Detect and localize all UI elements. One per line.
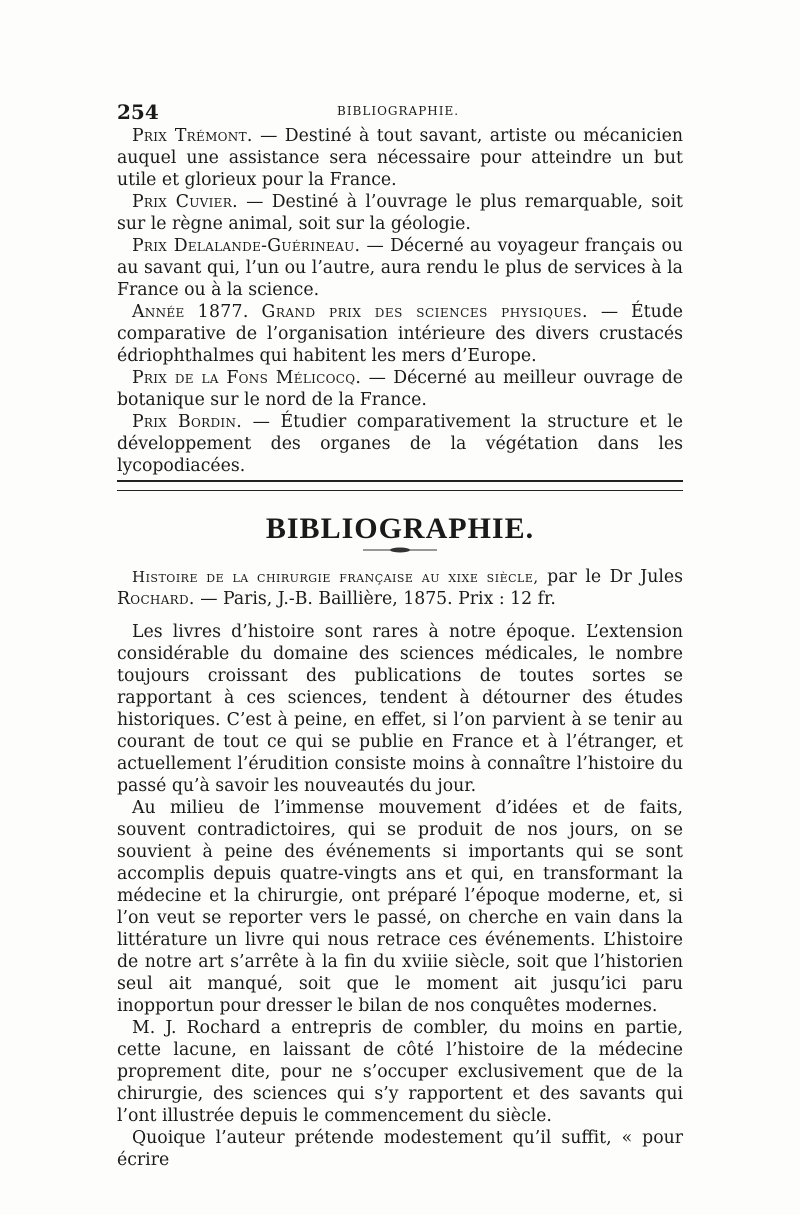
- book-review: [117, 566, 683, 1171]
- book-author: Rochard.: [117, 589, 195, 609]
- review-paragraph: M. J. Rochard a entrepris de combler, du moins en partie, cette lacune, en laissant de côté l’histoire de la médecine proprement dite, pour ne s’occuper exclusivement que de la chirurgie, des sciences qui s’y rapportent et des savants qui l’ont illustrée depuis le commencement du siècle.: [117, 1018, 683, 1126]
- review-paragraph: Les livres d’histoire sont rares à notre époque. L’extension considérable du domaine des sciences médicales, le nombre toujours croissant des publications de toutes sortes se rapportant à ces sciences, tendent à détourner des études historiques. C’est à peine, en effet, si l’on parvient à se tenir au courant de tout ce qui se publie en France et à l’étranger, et actuellement l’érudition consiste moins à connaître l’histoire du passé qu’à savoir les nouveautés du jour.: [117, 622, 683, 796]
- prize-text: — Destiné à tout savant, artiste ou mécanicien auquel une assistance sera nécessaire pour atteindre un but utile et glorieux pour la France.: [117, 126, 683, 190]
- book-publication: — Paris, J.-B. Baillière, 1875. Prix : 12 fr.: [194, 589, 556, 609]
- review-body: [117, 621, 683, 1171]
- review-paragraph: Au milieu de l’immense mouvement d’idées et de faits, souvent contradictoires, qui se produit de nos jours, on se souvient à peine des événements si importants qui se sont accomplis depuis quatre-vingts ans et qui, en transformant la médecine et la chirurgie, ont préparé l’époque moderne, et, si l’on veut se reporter vers le passé, on cherche en vain dans la littérature un livre qui nous retrace ces événements. L’histoire de notre art s’arrête à la fin du xviiie siècle, soit que l’historien seul ait manqué, soit que le moment ait jusqu’ici paru inopportun pour dresser le bilan de nos conquêtes modernes.: [117, 798, 683, 1016]
- page-number: 254: [117, 100, 159, 124]
- prize-entry: [117, 301, 683, 367]
- prize-entry: [117, 235, 683, 301]
- prize-entry: [117, 411, 683, 477]
- prize-name: Prix de la Fons Mélicocq.: [132, 368, 362, 388]
- book-citation: [117, 566, 683, 610]
- prize-entry: [117, 367, 683, 411]
- page-header: [117, 100, 683, 124]
- prize-text: — Étude comparative de l’organisation intérieure des divers crustacés édriophthalmes qui habitent les mers d’Europe.: [117, 302, 684, 366]
- prize-name: Grand prix des sciences physiques.: [261, 302, 589, 322]
- prize-year: Année 1877.: [132, 302, 249, 322]
- prize-text: — Décerné au voyageur français ou au savant qui, l’un ou l’autre, aura rendu le plus de services à la France ou à la science.: [117, 236, 684, 300]
- prize-text: — Décerné au meilleur ouvrage de botanique sur le nord de la France.: [117, 368, 684, 410]
- book-title: Histoire de la chirurgie française au xixe siècle,: [132, 568, 539, 586]
- prize-name: Prix Bordin.: [132, 412, 243, 432]
- section-divider: [117, 480, 683, 491]
- prize-name: Prix Trémont.: [132, 126, 253, 146]
- book-author-lead: par le Dr Jules: [538, 567, 683, 587]
- prize-list: [117, 125, 683, 477]
- section-title: BIBLIOGRAPHIE.: [265, 512, 535, 545]
- prize-text: — Destiné à l’ouvrage le plus remarquable, soit sur le règne animal, soit sur la géologie.: [117, 192, 683, 234]
- prize-entry: [117, 125, 683, 191]
- prize-name: Prix Delalande-Guérineau.: [132, 236, 361, 256]
- title-ornament: [363, 547, 437, 553]
- running-head: BIBLIOGRAPHIE.: [337, 104, 460, 118]
- review-paragraph: Quoique l’auteur prétende modestement qu’il suffit, « pour écrire: [117, 1128, 683, 1170]
- prize-text: — Étudier comparativement la structure et le développement des organes de la végétation dans les lycopodiacées.: [117, 412, 684, 476]
- prize-name: Prix Cuvier.: [132, 192, 238, 212]
- prize-entry: [117, 191, 683, 235]
